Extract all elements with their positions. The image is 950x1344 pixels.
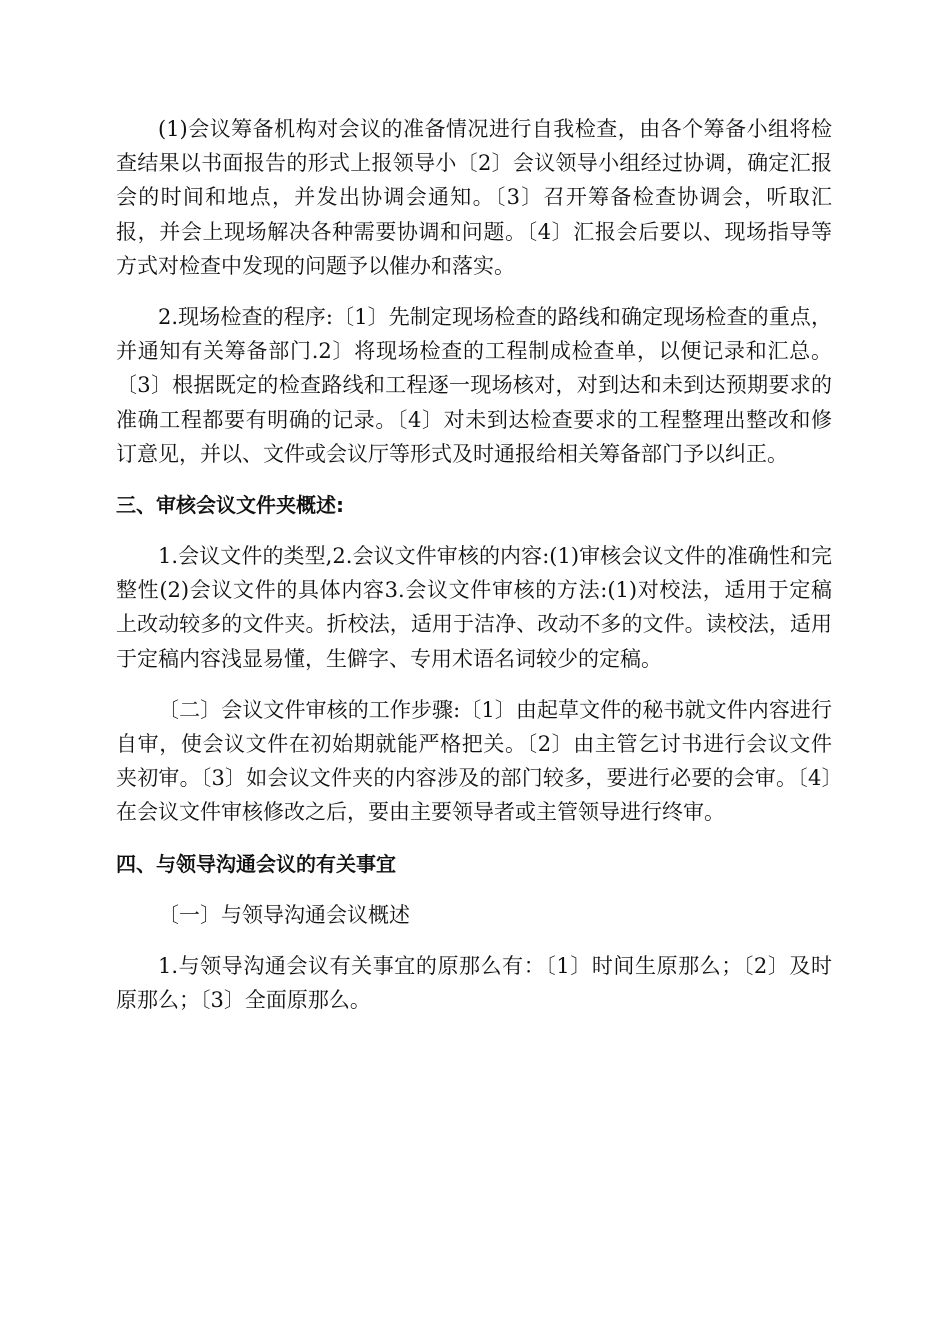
section-heading-leader-communication: 四、与领导沟通会议的有关事宜 — [116, 851, 396, 876]
paragraph-communication-principles: 1.与领导沟通会议有关事宜的原那么有：〔1〕时间生原那么；〔2〕及时原那么；〔3〕全面原那么。 — [116, 953, 832, 1013]
paragraph-site-inspection: 2.现场检查的程序:〔1〕先制定现场检查的路线和确定现场检查的重点，并通知有关筹备部门.2〕将现场检查的工程制成检查单，以便记录和汇总。〔3〕根据既定的检查路线和工程逐一现场核对，对到达和未到达预期要求的准确工程都要有明确的记录。〔4〕对未到达检查要求的工程整理出整改和修订意见，并以、文件或会议厅等形式及时通报给相关筹备部门予以纠正。 — [116, 305, 832, 466]
document-body — [116, 112, 832, 1034]
paragraph-file-review-methods: 1.会议文件的类型,2.会议文件审核的内容:(1)审核会议文件的准确性和完整性(2)会议文件的具体内容3.会议文件审核的方法:(1)对校法，适用于定稿上改动较多的文件夹。折校法，适用于洁净、改动不多的文件。读校法，适用于定稿内容浅显易懂，生僻字、专用术语名词较少的定稿。 — [116, 544, 832, 671]
paragraph-self-check: (1)会议筹备机构对会议的准备情况进行自我检查，由各个筹备小组将检查结果以书面报告的形式上报领导小〔2〕会议领导小组经过协调，确定汇报会的时间和地点，并发出协调会通知。〔3〕召开筹备检查协调会，听取汇报，并会上现场解决各种需要协调和问题。〔4〕汇报会后要以、现场指导等方式对检查中发现的问题予以催办和落实。 — [116, 117, 832, 278]
section-heading-review-files: 三、审核会议文件夹概述: — [116, 493, 344, 518]
paragraph-file-review-steps: 〔二〕会议文件审核的工作步骤:〔1〕由起草文件的秘书就文件内容进行自审，使会议文件在初始期就能严格把关。〔2〕由主管乞讨书进行会议文件夹初审。〔3〕如会议文件夹的内容涉及的部门较多，要进行必要的会审。〔4〕在会议文件审核修改之后，要由主要领导者或主管领导进行终审。 — [116, 697, 832, 825]
subheading-communication-overview: 〔一〕与领导沟通会议概述 — [158, 902, 410, 927]
